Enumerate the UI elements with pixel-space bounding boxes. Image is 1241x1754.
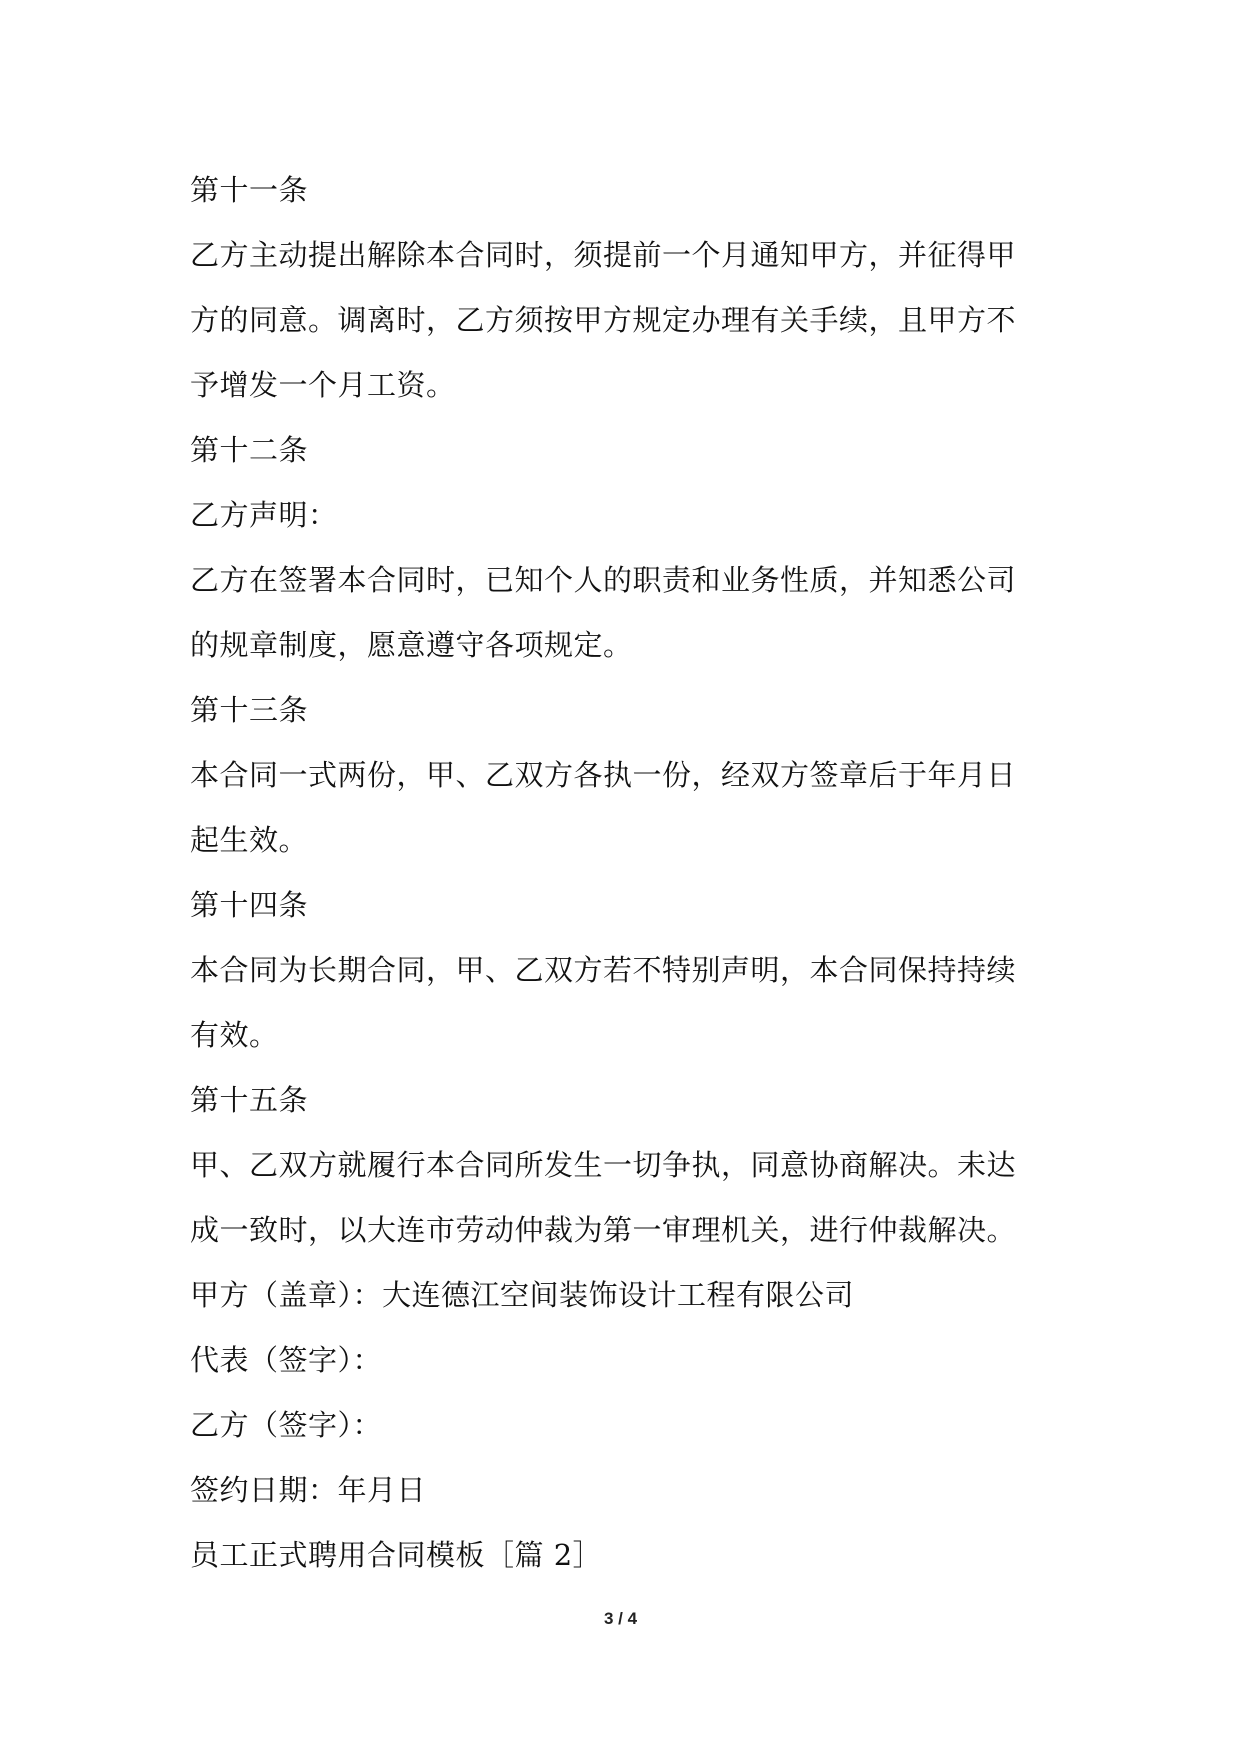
document-body [190, 158, 1070, 1588]
article-15-text-line-2: 成一致时，以大连市劳动仲裁为第一审理机关，进行仲裁解决。 [190, 1213, 1017, 1247]
article-12-text-line-1: 乙方声明： [190, 498, 338, 532]
article-11-heading: 第十一条 [190, 173, 309, 207]
next-section-title: 员工正式聘用合同模板［篇 2］ [190, 1538, 603, 1572]
article-12-heading: 第十二条 [190, 433, 309, 467]
article-13-heading: 第十三条 [190, 693, 309, 727]
article-12-text-line-2: 乙方在签署本合同时，已知个人的职责和业务性质，并知悉公司 [190, 563, 1017, 597]
article-14-heading: 第十四条 [190, 888, 309, 922]
signing-date-line: 签约日期：年月日 [190, 1473, 427, 1507]
party-b-signature-line: 乙方（签字）： [190, 1408, 383, 1442]
article-13-text-line-1: 本合同一式两份，甲、乙双方各执一份，经双方签章后于年月日 [190, 758, 1017, 792]
article-14-text-line-2: 有效。 [190, 1018, 279, 1052]
article-15-text-line-1: 甲、乙双方就履行本合同所发生一切争执，同意协商解决。未达 [190, 1148, 1017, 1182]
article-11-text-line-1: 乙方主动提出解除本合同时，须提前一个月通知甲方，并征得甲 [190, 238, 1017, 272]
article-11-text-line-3: 予增发一个月工资。 [190, 368, 456, 402]
article-12-text-line-3: 的规章制度，愿意遵守各项规定。 [190, 628, 633, 662]
party-a-seal-line: 甲方（盖章）：大连德江空间装饰设计工程有限公司 [190, 1278, 855, 1312]
article-15-heading: 第十五条 [190, 1083, 309, 1117]
representative-signature-line: 代表（签字）： [190, 1343, 383, 1377]
page-number: 3 / 4 [603, 1609, 638, 1628]
article-11-text-line-2: 方的同意。调离时，乙方须按甲方规定办理有关手续，且甲方不 [190, 303, 1017, 337]
article-14-text-line-1: 本合同为长期合同，甲、乙双方若不特别声明，本合同保持持续 [190, 953, 1017, 987]
article-13-text-line-2: 起生效。 [190, 823, 309, 857]
